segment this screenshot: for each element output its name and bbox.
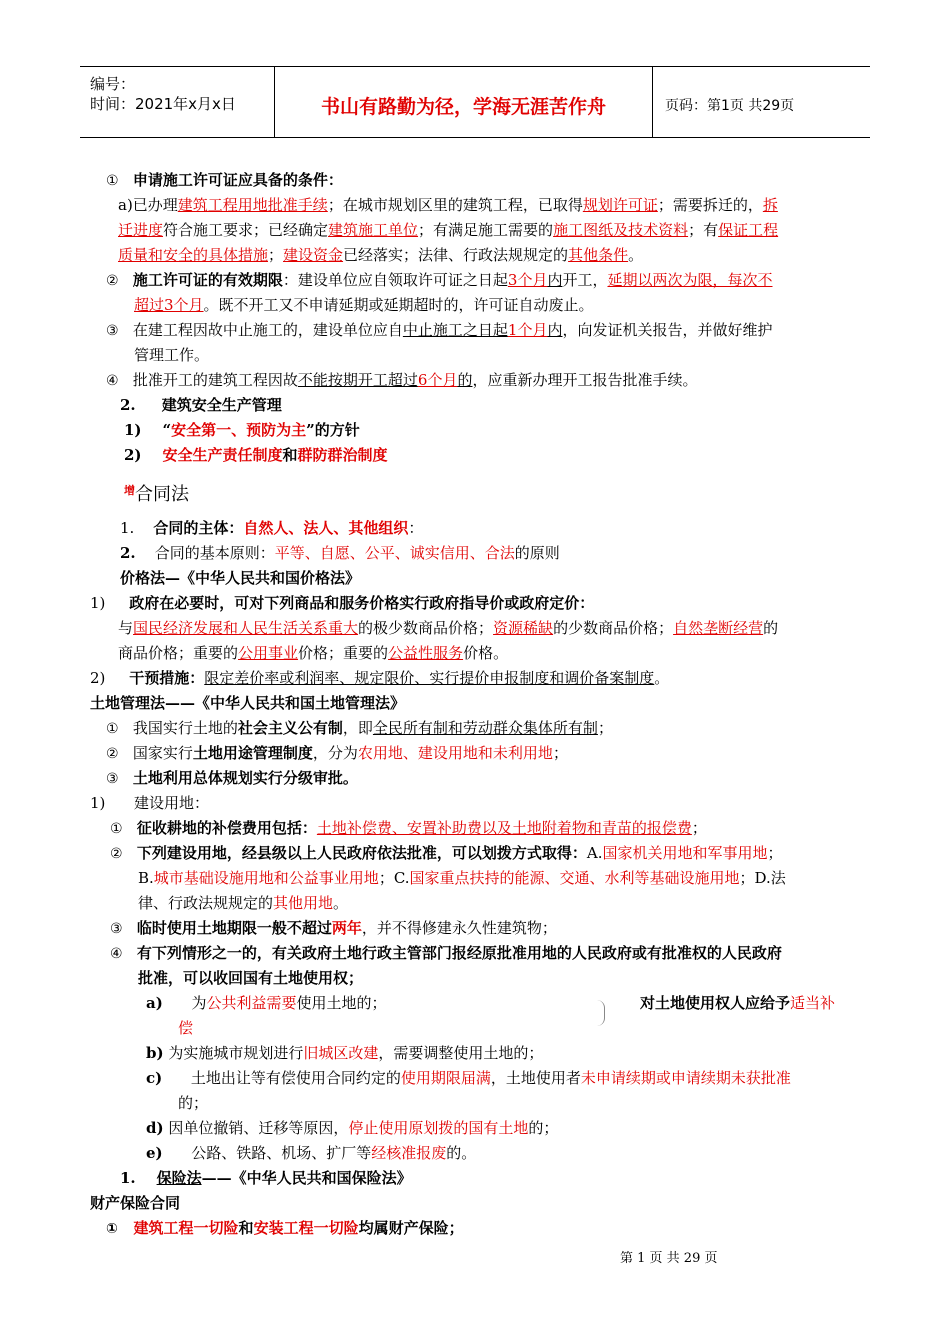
list-marker: 1. [120, 1169, 136, 1187]
line-text: 限定差价率或利润率、规定限价、实行提价申报制度和调价备案制度 [204, 669, 655, 687]
highlight-text: 城市基础设施用地和公益事业用地 [153, 869, 379, 887]
line-text: 的 [457, 371, 473, 389]
text-line [110, 918, 557, 940]
text-line [124, 420, 360, 441]
list-marker: 1) [90, 794, 106, 812]
highlight-text: 安全第一、预防为主 [171, 421, 307, 439]
line-text: ； [767, 844, 783, 862]
section-heading [120, 568, 360, 589]
list-marker: 2) [124, 446, 142, 464]
highlight-text: 平等、自愿、公平、诚实信用、合法 [274, 544, 515, 562]
highlight-text: 资源稀缺 [493, 619, 554, 637]
highlight-text: 旧城区改建 [303, 1044, 379, 1062]
list-marker: 1) [124, 421, 142, 439]
text-line [118, 195, 778, 216]
header-motto-cell [275, 67, 653, 137]
line-text: 我国实行土地的 [132, 719, 238, 737]
add-mark-icon: 增 [124, 484, 135, 497]
line-text: a)已办理 [118, 196, 178, 214]
line-text: 价格。 [463, 644, 509, 662]
text-line [138, 968, 363, 989]
list-marker: 1) [90, 594, 106, 612]
heading-text: ——《中华人民共和国保险法》 [201, 1169, 412, 1187]
highlight-text: 其他条件 [568, 246, 629, 264]
highlight-text: 超过3个月 [134, 296, 204, 314]
list-marker: 1. [120, 519, 135, 537]
line-text: 符合施工要求；已经确定 [163, 221, 329, 239]
highlight-text: 未申请续期或申请续期未获批准 [580, 1069, 791, 1087]
text-line [146, 1118, 558, 1139]
line-text: 和 [238, 1219, 254, 1237]
line-text: 批准，可以收回国有土地使用权； [138, 969, 364, 987]
line-text: ； [552, 744, 568, 762]
line-text: 临时使用土地期限一般不超过 [136, 919, 332, 937]
text-line [120, 518, 423, 539]
line-text: 。 [333, 894, 349, 912]
line-text: 商品价格；重要的 [118, 644, 239, 662]
highlight-text: 质量和安全的具体措施 [118, 246, 269, 264]
text-line [106, 718, 613, 740]
text-line [640, 993, 835, 1014]
line-text: ，土地使用者 [490, 1069, 581, 1087]
line-text: B. [138, 869, 154, 887]
list-marker: 2. [120, 396, 136, 414]
heading-text: 财产保险合同 [90, 1194, 181, 1212]
line-text: 为 [191, 994, 207, 1012]
list-marker: d) [146, 1119, 164, 1137]
line-text: 对土地使用权人应给予 [640, 994, 791, 1012]
text-line [90, 593, 594, 614]
text-line [120, 543, 560, 564]
line-text: 施工许可证的有效期限 [132, 271, 283, 289]
section-heading [124, 480, 189, 506]
highlight-text: 6个月 [417, 371, 458, 389]
highlight-text: 土地补偿费、安置补助费以及土地附着物和青苗的报偿费 [316, 819, 692, 837]
line-text: ，即 [342, 719, 373, 737]
text-line [110, 818, 707, 840]
highlight-text: 适当补 [790, 994, 836, 1012]
highlight-text: 建筑工程一切险 [133, 1219, 239, 1237]
highlight-text: 公益性服务 [388, 644, 464, 662]
list-marker: ② [106, 746, 119, 762]
line-text: 已经落实；法律、行政法规规定的 [343, 246, 569, 264]
line-text: 。既不开工又不申请延期或延期超时的，许可证自动废止。 [203, 296, 594, 314]
list-marker: ③ [106, 323, 119, 339]
line-text: 。 [654, 669, 670, 687]
line-text: 下列建设用地，经县级以上人民政府依法批准，可以划拨方式取得： [136, 844, 587, 862]
line-text: ；有满足施工需要的 [418, 221, 554, 239]
line-text: 土地用途管理制度 [192, 744, 313, 762]
line-text: 土地出让等有偿使用合同约定的 [190, 1069, 401, 1087]
section-heading [90, 693, 405, 714]
line-text: 征收耕地的补偿费用包括： [136, 819, 317, 837]
highlight-text: 公用事业 [238, 644, 299, 662]
line-text: ； [268, 246, 284, 264]
text-line [110, 943, 782, 965]
highlight-text: 施工图纸及技术资料 [553, 221, 689, 239]
list-marker: ③ [106, 771, 119, 787]
line-text: 。 [628, 246, 644, 264]
list-marker: ③ [110, 921, 123, 937]
line-text: ； [597, 719, 613, 737]
list-marker: 2) [90, 669, 106, 687]
highlight-text: 自然垄断经营 [673, 619, 764, 637]
doc-date-label: 时间：2021年x月x日 [90, 95, 236, 113]
line-text: 开工， [562, 271, 608, 289]
line-text: 合同的主体： [153, 519, 244, 537]
line-text: 中止施工之日起 [402, 321, 508, 339]
text-line [118, 245, 643, 266]
line-text: 建设用地： [134, 794, 210, 812]
line-text: 均属财产保险； [358, 1219, 464, 1237]
highlight-text: 建筑工程用地批准手续 [177, 196, 328, 214]
text-line [146, 1068, 791, 1089]
text-line [118, 643, 508, 664]
list-marker: ① [106, 173, 119, 189]
line-text: 的极少数商品价格； [358, 619, 494, 637]
line-text: 与 [118, 619, 134, 637]
line-text: 价格；重要的 [298, 644, 389, 662]
line-text: 合同的基本原则： [154, 544, 275, 562]
line-text: ；需要拆迁的， [657, 196, 763, 214]
text-line [106, 320, 772, 342]
header-page-cell [653, 67, 870, 137]
line-text: 的； [178, 1094, 209, 1112]
line-text: 不能按期开工超过 [297, 371, 418, 389]
line-text: 和 [282, 446, 298, 464]
line-text: ，应重新办理开工报告批准手续。 [472, 371, 698, 389]
highlight-text: 建设资金 [283, 246, 344, 264]
highlight-text: 经核准报废 [371, 1144, 447, 1162]
text-line [118, 220, 778, 241]
line-text: ；D.法 [739, 869, 786, 887]
line-text: 全民所有制和劳动群众集体所有制 [372, 719, 598, 737]
highlight-text: 群防群治制度 [297, 446, 388, 464]
highlight-text: 延期以两次为限，每次不 [607, 271, 773, 289]
highlight-text: 停止使用原划拨的国有土地 [348, 1119, 529, 1137]
highlight-text: 规划许可证 [582, 196, 658, 214]
highlight-text: 偿 [178, 1019, 194, 1037]
list-marker: e) [146, 1144, 163, 1162]
brace-connector [594, 1000, 605, 1026]
text-line [124, 445, 387, 466]
highlight-text: 1个月 [507, 321, 548, 339]
text-line [146, 1043, 543, 1064]
line-text: ； [691, 819, 707, 837]
line-text: 律、行政法规规定的 [138, 894, 274, 912]
header-motto: 书山有路勤为径，学海无涯苦作舟 [320, 96, 606, 118]
line-text: 有下列情形之一的，有关政府土地行政主管部门报经原批准用地的人民政府或有批准权的人民政府 [136, 944, 782, 962]
line-text: ：建设单位应自领取许可证之日起 [282, 271, 508, 289]
line-text: 因单位撤销、迁移等原因， [168, 1119, 349, 1137]
text-line [106, 1218, 464, 1240]
doc-number-label: 编号： [90, 75, 136, 93]
line-text: ： [408, 519, 424, 537]
highlight-text: 保证工程 [718, 221, 779, 239]
highlight-text: 国民经济发展和人民生活关系重大 [133, 619, 359, 637]
heading-text: 合同法 [135, 484, 189, 505]
line-text: ，并不得修建永久性建筑物； [361, 919, 557, 937]
text-line [134, 295, 594, 316]
line-text: ；有 [688, 221, 719, 239]
line-text: 的。 [446, 1144, 477, 1162]
line-text: 的原则 [514, 544, 560, 562]
line-text: 使用土地的； [296, 994, 387, 1012]
list-marker: ④ [110, 946, 123, 962]
line-text: 在建工程因故中止施工的，建设单位应自 [132, 321, 403, 339]
line-text: 建筑安全生产管理 [161, 396, 282, 414]
text-line [106, 170, 343, 192]
highlight-text: 拆 [762, 196, 778, 214]
line-text: 干预措施： [129, 669, 205, 687]
list-marker: ② [110, 846, 123, 862]
highlight-text: 安装工程一切险 [253, 1219, 359, 1237]
section-heading [120, 1168, 412, 1189]
text-line [138, 893, 348, 914]
line-text: ；在城市规划区里的建筑工程，已取得 [327, 196, 583, 214]
line-text: 公路、铁路、机场、扩厂等 [191, 1144, 372, 1162]
list-marker: ② [106, 273, 119, 289]
line-text: 的少数商品价格； [553, 619, 674, 637]
text-line [178, 1018, 193, 1039]
text-line [146, 1143, 476, 1164]
line-text: 为实施城市规划进行 [168, 1044, 304, 1062]
list-marker: ④ [106, 373, 119, 389]
highlight-text: 迁进度 [118, 221, 164, 239]
header-page-label: 页码：第1页 共29页 [665, 98, 795, 114]
highlight-text: 建筑施工单位 [328, 221, 419, 239]
page-header [80, 66, 870, 138]
line-text: A. [586, 844, 603, 862]
line-text: ；C. [378, 869, 410, 887]
section-heading [120, 395, 282, 416]
line-text: 国家实行 [132, 744, 193, 762]
line-text: 内 [547, 321, 563, 339]
highlight-text: 3个月 [507, 271, 548, 289]
line-text: ，需要调整使用土地的； [378, 1044, 544, 1062]
line-text: 的； [528, 1119, 559, 1137]
list-marker: ① [106, 1221, 118, 1237]
list-marker: 2. [120, 544, 136, 562]
line-text: ，向发证机关报告，并做好维护 [562, 321, 773, 339]
line-text: 社会主义公有制 [237, 719, 343, 737]
text-line [146, 993, 386, 1014]
highlight-text: 安全生产责任制度 [162, 446, 283, 464]
line-text: 批准开工的建筑工程因故 [132, 371, 298, 389]
heading-text: 保险法 [156, 1169, 202, 1187]
section-heading [90, 1193, 180, 1214]
highlight-text: 自然人、法人、其他组织 [243, 519, 409, 537]
line-text: ，分为 [312, 744, 358, 762]
highlight-text: 国家机关用地和军事用地 [602, 844, 768, 862]
text-line [138, 868, 786, 889]
list-marker: b) [146, 1044, 164, 1062]
text-line [90, 668, 669, 689]
highlight-text: 使用期限届满 [400, 1069, 491, 1087]
line-text: ”的方针 [306, 421, 360, 439]
list-marker: c) [146, 1069, 163, 1087]
text-line [178, 1093, 208, 1114]
text-line [106, 270, 773, 292]
highlight-text: 国家重点扶持的能源、交通、水利等基础设施用地 [409, 869, 740, 887]
highlight-text: 农用地、建设用地和未利用地 [357, 744, 553, 762]
text-line [90, 793, 209, 814]
text-line [106, 768, 358, 790]
line-text: 的 [763, 619, 779, 637]
line-text: 土地利用总体规划实行分级审批。 [132, 769, 358, 787]
line-text: 申请施工许可证应具备的条件： [132, 171, 343, 189]
text-line [106, 743, 568, 765]
list-marker: ① [110, 821, 123, 837]
list-marker: a) [146, 994, 163, 1012]
line-text: 内 [547, 271, 563, 289]
header-meta-cell [80, 67, 275, 137]
heading-text: 土地管理法——《中华人民共和国土地管理法》 [90, 694, 406, 712]
text-line [118, 618, 778, 639]
line-text: 政府在必要时，可对下列商品和服务价格实行政府指导价或政府定价： [129, 594, 595, 612]
heading-text: 价格法—《中华人民共和国价格法》 [120, 569, 361, 587]
text-line [134, 345, 209, 366]
line-text: 管理工作。 [134, 346, 210, 364]
list-marker: ① [106, 721, 119, 737]
text-line [110, 843, 783, 865]
highlight-text: 公共利益需要 [206, 994, 297, 1012]
text-line [106, 370, 697, 392]
line-text: “ [162, 421, 172, 439]
page-footer: 第 1 页 共 29 页 [620, 1251, 718, 1266]
highlight-text: 两年 [331, 919, 362, 937]
highlight-text: 其他用地 [273, 894, 334, 912]
